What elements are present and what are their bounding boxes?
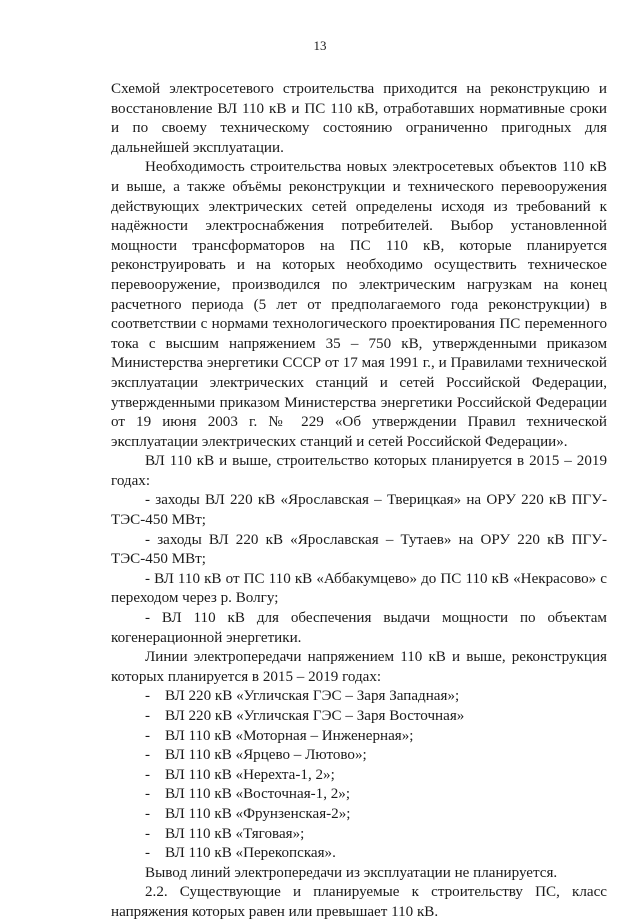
list-item xyxy=(111,707,607,727)
list-dash: - xyxy=(145,825,151,842)
list-item xyxy=(111,687,607,707)
paragraph: Вывод линий электропередачи из эксплуатации не планируется. xyxy=(145,864,558,881)
paragraph: Схемой электросетевого строительства приходится на реконструкцию и восстановление ВЛ 110 кВ и ПС 110 кВ, отработавших нормативные сроки и по своему техническому состоянию ограниченно пригодных для дальнейшей эксплуатации. xyxy=(111,81,607,156)
list-dash: - xyxy=(145,747,151,764)
paragraph: - ВЛ 110 кВ для обеспечения выдачи мощности по объектам когенерационной энергетики. xyxy=(111,610,607,646)
list-item xyxy=(111,805,607,825)
list-item-text: ВЛ 110 кВ «Фрунзенская-2»; xyxy=(165,805,351,822)
list-dash: - xyxy=(145,786,151,803)
paragraph: - заходы ВЛ 220 кВ «Ярославская – Тверицкая» на ОРУ 220 кВ ПГУ-ТЭС-450 МВт; xyxy=(111,492,607,529)
list-dash: - xyxy=(145,845,151,862)
list-item-text: ВЛ 220 кВ «Угличская ГЭС – Заря Восточная» xyxy=(165,708,465,724)
list-item-text: ВЛ 110 кВ «Восточная-1, 2»; xyxy=(165,786,351,803)
list-item xyxy=(111,746,607,766)
page-number: 13 xyxy=(313,38,327,53)
paragraph: 2.2. Существующие и планируемые к строительству ПС, класс напряжения которых равен или превышает 110 кВ. xyxy=(111,884,607,920)
paragraphs-bottom xyxy=(111,864,607,923)
paragraph: - ВЛ 110 кВ от ПС 110 кВ «Аббакумцево» до ПС 110 кВ «Некрасово» с переходом через р. Волгу; xyxy=(111,570,607,607)
list-item xyxy=(111,785,607,805)
list-dash: - xyxy=(145,708,151,724)
paragraph: - заходы ВЛ 220 кВ «Ярославская – Тутаев» на ОРУ 220 кВ ПГУ-ТЭС-450 МВт; xyxy=(111,531,607,568)
list-dash: - xyxy=(145,688,151,705)
list-item-text: ВЛ 110 кВ «Моторная – Инженерная»; xyxy=(165,727,414,744)
list-item xyxy=(111,844,607,864)
list-item-text: ВЛ 110 кВ «Перекопская». xyxy=(165,845,336,862)
paragraphs-top xyxy=(111,80,607,687)
list-item-text: ВЛ 110 кВ «Ярцево – Лютово»; xyxy=(165,747,367,764)
paragraph: Линии электропередачи напряжением 110 кВ и выше, реконструкция которых планируется в 2015 – 2019 годах: xyxy=(111,649,607,685)
list-item-text: ВЛ 220 кВ «Угличская ГЭС – Заря Западная»; xyxy=(165,688,460,705)
document-body xyxy=(111,80,607,923)
list-dash: - xyxy=(145,805,151,822)
reconstruction-lines-list xyxy=(111,687,607,863)
paragraph: Необходимость строительства новых электросетевых объектов 110 кВ и выше, а также объёмы реконструкции и технического перевооружения действующих электрических сетей определены исходя из требований к надёжности электроснабжения потребителей. Выбор установленной мощности трансформаторов на ПС 110 кВ, которые планируется реконструировать и на которых необходимо осуществить техническое перевооружение, производился по электрическим нагрузкам на конец расчетного периода (5 лет от предполагаемого года реконструкции) в соответствии с нормами технологического проектирования ПС переменного тока с высшим напряжением 35 – 750 кВ, утвержденными приказом Министерства энергетики СССР от 17 мая 1991 г., и Правилами технической эксплуатации электрических станций и сетей Российской Федерации, утвержденными приказом Министерства энергетики Российской Федерации от 19 июня 2003 г. № 229 «Об утверждении Правил технической эксплуатации электрических станций и сетей Российской Федерации». xyxy=(111,159,607,450)
list-item-text: ВЛ 110 кВ «Тяговая»; xyxy=(165,825,305,842)
list-dash: - xyxy=(145,766,151,783)
list-item xyxy=(111,825,607,845)
list-item-text: ВЛ 110 кВ «Нерехта-1, 2»; xyxy=(165,766,335,783)
list-item xyxy=(111,766,607,786)
paragraph: ВЛ 110 кВ и выше, строительство которых планируется в 2015 – 2019 годах: xyxy=(111,453,607,489)
list-item xyxy=(111,727,607,747)
list-dash: - xyxy=(145,727,151,744)
